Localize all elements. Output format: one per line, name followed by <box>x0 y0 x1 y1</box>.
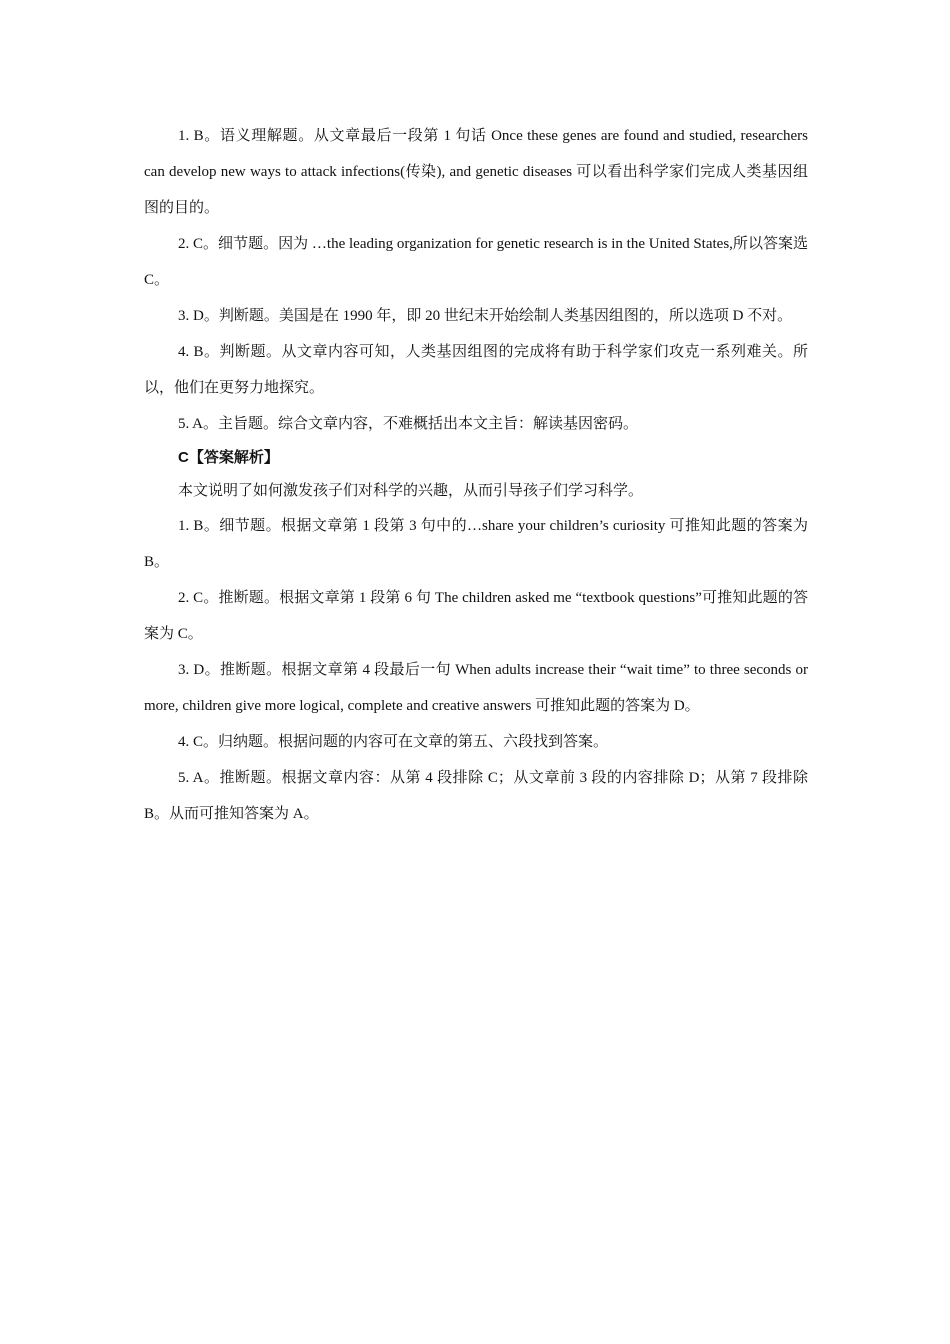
section-c-intro: 本文说明了如何激发孩子们对科学的兴趣，从而引导孩子们学习科学。 <box>178 483 644 499</box>
answer-c-2: 2. C。推断题。根据文章第 1 段第 6 句 The children asked me “textbook questions”可推知此题的答案为 C。 <box>144 590 808 642</box>
answer-b-1: 1. B。语义理解题。从文章最后一段第 1 句话 Once these genes are found and studied, researchers can develop new ways to attack infections(传染), and genetic diseases 可以看出科学家们完成人类基因组图的目的。 <box>144 128 808 216</box>
section-c-heading: C【答案解析】 <box>178 449 279 466</box>
answer-b-3: 3. D。判断题。美国是在 1990 年，即 20 世纪末开始绘制人类基因组图的，所以选项 D 不对。 <box>178 308 793 324</box>
answer-b-5: 5. A。主旨题。综合文章内容，不难概括出本文主旨：解读基因密码。 <box>178 416 639 432</box>
answer-c-4: 4. C。归纳题。根据问题的内容可在文章的第五、六段找到答案。 <box>178 734 609 750</box>
answer-c-3: 3. D。推断题。根据文章第 4 段最后一句 When adults increase their “wait time” to three seconds or more, children give more logical, complete and creative answers 可推知此题的答案为 D。 <box>144 662 808 714</box>
answer-c-5: 5. A。推断题。根据文章内容：从第 4 段排除 C；从文章前 3 段的内容排除 D；从第 7 段排除 B。从而可推知答案为 A。 <box>144 770 808 822</box>
document-page <box>144 118 808 832</box>
answer-c-1: 1. B。细节题。根据文章第 1 段第 3 句中的…share your children’s curiosity 可推知此题的答案为 B。 <box>144 518 808 570</box>
answer-b-4: 4. B。判断题。从文章内容可知，人类基因组图的完成将有助于科学家们攻克一系列难关。所以，他们在更努力地探究。 <box>144 344 808 396</box>
answer-b-2: 2. C。细节题。因为 …the leading organization for genetic research is in the United States,所以答案选 C。 <box>144 236 808 288</box>
